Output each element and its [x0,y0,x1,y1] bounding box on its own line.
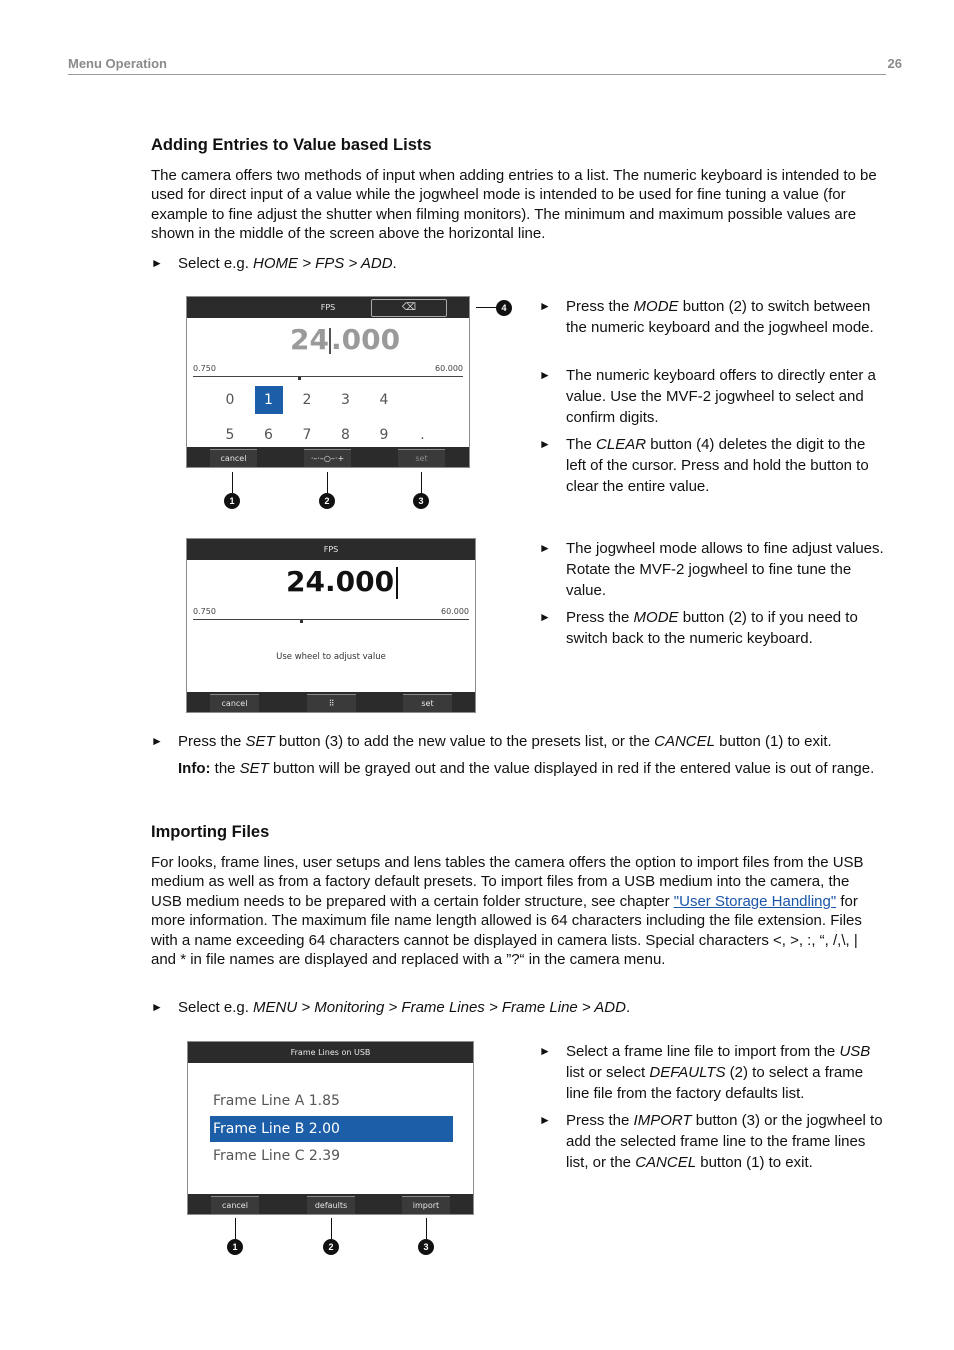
frame-line-item[interactable]: Frame Line A 1.85 [213,1093,340,1109]
bullet-icon: ► [151,1000,163,1014]
keypad-key-dot[interactable]: . [420,427,425,443]
range-max: 60.000 [441,607,469,616]
keypad-key-4[interactable]: 4 [379,392,389,408]
bullet-select-frame-line-file: ► Select a frame line file to import from the USB list or select DEFAULTS (2) to select a frame line file from the factory defaults list. [539,1043,871,1102]
step-select-frame-line: ► Select e.g. MENU > Monitoring > Frame Lines > Frame Line > ADD. [151,999,631,1016]
bullet-icon: ► [539,610,551,624]
bullet-switch-back: ► Press the MODE button (2) to if you need to switch back to the numeric keyboard. [539,609,858,647]
header-divider [68,74,886,75]
keypad-icon: ⠿ [328,699,335,708]
keypad-key-2[interactable]: 2 [302,392,312,408]
range-position-marker [298,377,301,380]
bullet-numeric-keyboard: ► The numeric keyboard offers to directly enter a value. Use the MVF-2 jogwheel to select and confirm digits. [539,367,876,426]
keypad-key-7[interactable]: 7 [302,427,312,443]
bullet-clear-button: ► The CLEAR button (4) deletes the digit to the left of the cursor. Press and hold the button to clear the entire value. [539,436,869,495]
range-position-marker [300,620,303,623]
info-note: Info: the SET button will be grayed out and the value displayed in red if the entered value is out of range. [178,760,875,777]
callout-3: 3 [413,493,429,509]
callout-line-3 [421,472,422,493]
bullet-icon: ► [151,256,163,270]
user-storage-handling-link[interactable]: "User Storage Handling" [673,892,837,910]
screen-title-bar: Frame Lines on USB [188,1042,473,1063]
keypad-key-1[interactable]: 1 [255,386,283,414]
value-display: 24.000 [286,565,398,599]
range-min: 0.750 [193,364,216,373]
keypad-key-8[interactable]: 8 [341,427,350,443]
defaults-button[interactable]: defaults [307,1196,355,1214]
range-line [193,376,463,377]
callout-line-1 [235,1218,236,1239]
running-header-section: Menu Operation [68,56,167,71]
section2-intro: For looks, frame lines, user setups and lens tables the camera offers the option to import files from the USB medium as well as from a factory default presets. To import files from a USB medium into the camera, the USB medium needs to be prepared with a certain folder structure, see chapter "User Storage Handling" for more information. The maximum file name length allowed is 64 characters including the file extension. Files with a name exceeding 64 characters cannot be displayed in camera lists. Special characters <, >, :, “, /,\, | and * in file names are displayed and replaced with a ”?“ in the camera menu. [151,854,864,969]
import-button[interactable]: import [402,1196,450,1214]
callout-line-4 [476,307,496,308]
cancel-button[interactable]: cancel [210,694,259,712]
bullet-icon: ► [539,437,551,451]
value-display: 24.000 [290,323,401,356]
callout-line-1 [232,472,233,493]
step-press-set: ► Press the SET button (3) to add the new value to the presets list, or the CANCEL button (1) to exit. [151,733,832,750]
backspace-icon: ⌫ [401,302,417,313]
bullet-icon: ► [539,1044,551,1058]
keypad-key-5[interactable]: 5 [225,427,235,443]
callout-1: 1 [224,493,240,509]
bullet-import-button: ► Press the IMPORT button (3) or the jogwheel to add the selected frame line to the frame lines list, or the CANCEL button (1) to exit. [539,1112,883,1171]
callout-line-2 [331,1218,332,1239]
mode-button[interactable] [307,694,356,712]
callout-2: 2 [323,1239,339,1255]
step-select-fps: ► Select e.g. HOME > FPS > ADD. [151,255,397,272]
bullet-icon: ► [539,541,551,555]
set-button[interactable]: set [403,694,452,712]
bullet-icon: ► [539,1113,551,1127]
frame-lines-usb-screen [187,1041,474,1215]
callout-1: 1 [227,1239,243,1255]
section-title-importing-files: Importing Files [151,823,270,841]
clear-button[interactable] [371,299,447,317]
page-number: 26 [887,56,902,71]
keypad-key-3[interactable]: 3 [341,392,350,408]
frame-line-item[interactable]: Frame Line C 2.39 [213,1148,341,1164]
bullet-icon: ► [539,299,551,313]
keypad-key-6[interactable]: 6 [264,427,273,443]
callout-4: 4 [496,300,512,316]
range-max: 60.000 [435,364,463,373]
callout-3: 3 [418,1239,434,1255]
range-line [193,619,469,620]
mode-button[interactable]: ·–·–○–·+ [304,449,351,467]
screen-title-bar: FPS [187,539,475,560]
fps-jogwheel-screen [186,538,476,713]
cancel-button[interactable]: cancel [210,449,257,467]
bullet-jogwheel-mode: ► The jogwheel mode allows to fine adjust values. Rotate the MVF-2 jogwheel to fine tune the value. [539,540,884,599]
set-button[interactable]: set [398,449,445,467]
keypad-key-9[interactable]: 9 [379,427,389,443]
bullet-mode-switch: ► Press the MODE button (2) to switch between the numeric keyboard and the jogwheel mode. [539,298,874,336]
cancel-button[interactable]: cancel [211,1196,259,1214]
callout-line-3 [426,1218,427,1239]
range-min: 0.750 [193,607,216,616]
fps-numeric-keyboard-screen [186,296,470,468]
keypad-key-0[interactable]: 0 [225,392,235,408]
section-title-value-lists: Adding Entries to Value based Lists [151,136,432,154]
bullet-icon: ► [151,734,163,748]
text-cursor [396,567,398,599]
screen-title-bar: FPS [187,297,469,318]
section1-intro: The camera offers two methods of input when adding entries to a list. The numeric keyboard is intended to be used for direct input of a value while the jogwheel mode is intended to be used for fine tuning a value (for example to fine adjust the shutter when filming monitors). The minimum and maximum possible values are shown in the middle of the screen above the horizontal line. [151,167,877,243]
jogwheel-hint: Use wheel to adjust value [276,652,386,662]
callout-line-2 [327,472,328,493]
callout-2: 2 [319,493,335,509]
bullet-icon: ► [539,368,551,382]
frame-line-item-selected[interactable]: Frame Line B 2.00 [210,1116,453,1142]
